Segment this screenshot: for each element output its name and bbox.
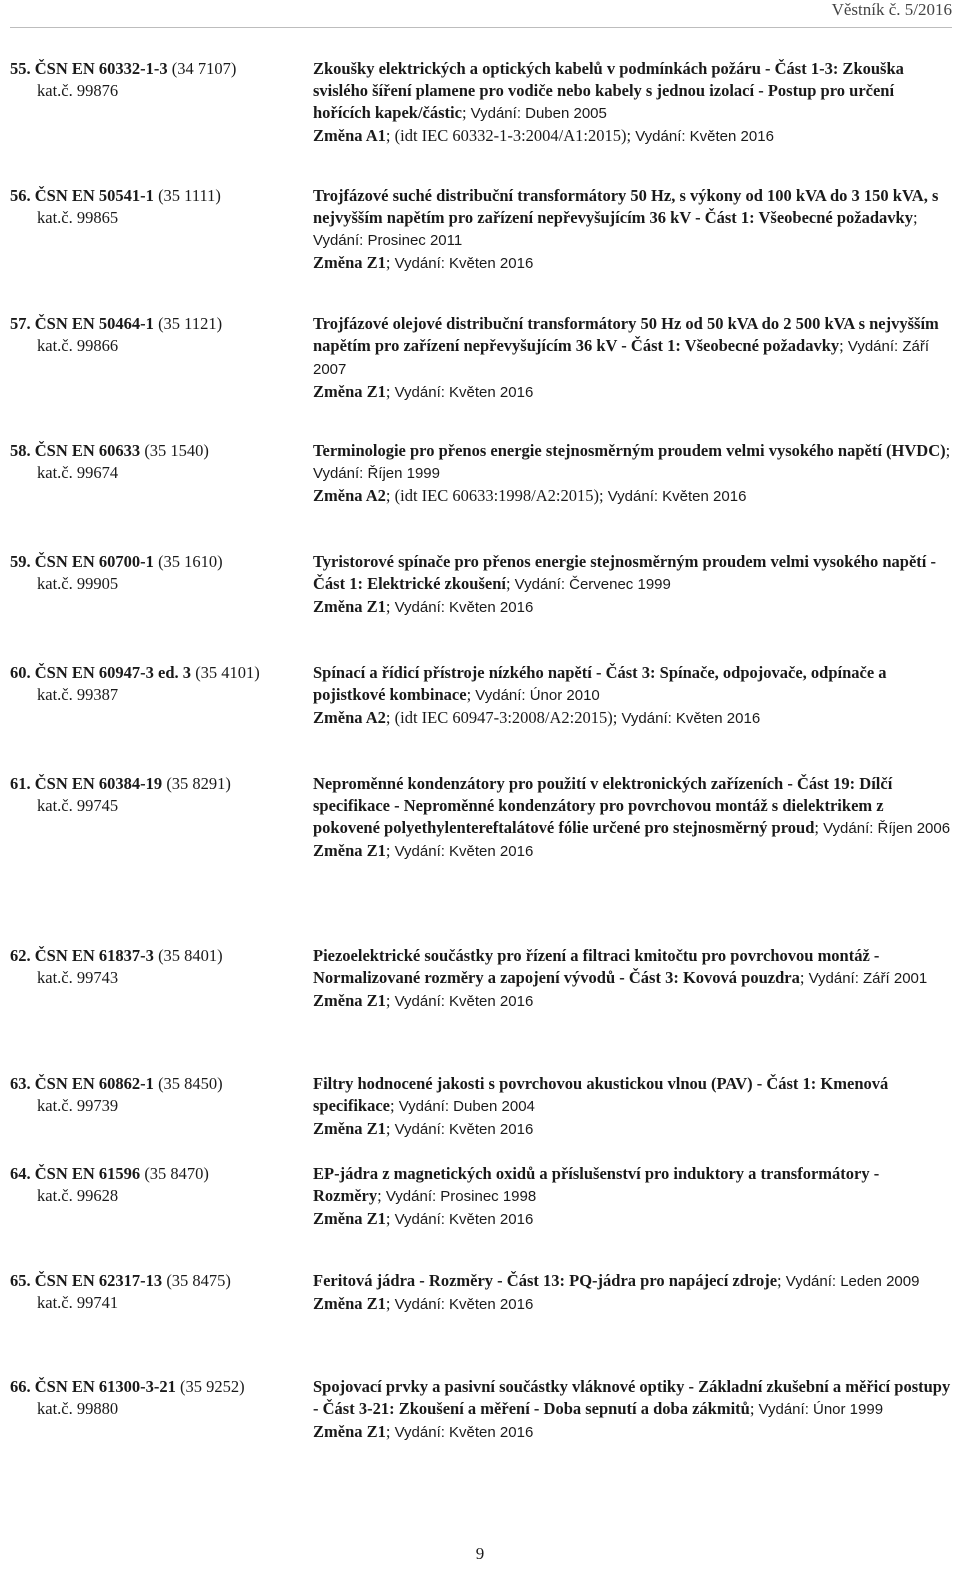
issue-label: Vydání: [313,232,364,249]
standard-entry [10,185,952,313]
standard-entry [10,1376,952,1486]
standard-code: ČSN EN 60700-1 [34,552,154,571]
change-line: Změna Z1; Vydání: Květen 2016 [313,382,534,401]
entry-meta [10,185,313,313]
entry-number: 62. [10,946,31,965]
catalog-number: kat.č. 99628 [37,1186,119,1205]
change-label: Změna A2 [313,486,386,505]
issue-date: Prosinec 1998 [440,1188,537,1205]
entry-meta [10,313,313,440]
entry-meta [10,551,313,662]
catalog-number: kat.č. 99905 [37,574,119,593]
entry-number: 58. [10,441,31,460]
entry-title-line: Piezoelektrické součástky pro řízení a filtraci kmitočtu pro povrchovou montáž - Normalizované rozměry a zapojení vývodů - Část 3: Kovová pouzdra; Vydání: Září 2001 [313,946,928,987]
entry-number: 63. [10,1074,31,1093]
change-line: Změna Z1; Vydání: Květen 2016 [313,991,534,1010]
change-line: Změna Z1; Vydání: Květen 2016 [313,841,534,860]
catalog-number: kat.č. 99866 [37,336,119,355]
issue-date: Duben 2004 [453,1098,535,1115]
standard-entry [10,1073,952,1163]
catalog-number: kat.č. 99743 [37,968,119,987]
entry-number: 60. [10,663,31,682]
classification-code: (34 7107) [171,59,237,78]
entry-body [313,185,952,313]
entry-id [10,551,313,573]
issue-label: Vydání: [758,1401,809,1418]
entry-id [10,945,313,967]
entry-body [313,1376,952,1486]
change-issue-label: Vydání: [394,993,445,1010]
entry-id [10,1073,313,1095]
standard-code: ČSN EN 50464-1 [34,314,154,333]
change-label: Změna Z1 [313,1209,386,1228]
standard-title: Zkoušky elektrických a optických kabelů v podmínkách požáru - Část 1-3: Zkouška svislého šíření plamene pro vodiče nebo kabely s jednou izolací - Postup pro určení hořících kapek/částic [313,59,904,122]
standard-title: Feritová jádra - Rozměry - Část 13: PQ-jádra pro napájecí zdroje [313,1271,778,1290]
change-line: Změna Z1; Vydání: Květen 2016 [313,253,534,272]
standards-list [10,58,952,1486]
classification-code: (35 9252) [180,1377,245,1396]
entry-meta [10,945,313,1073]
change-line: Změna A2; (idt IEC 60947-3:2008/A2:2015); Vydání: Květen 2016 [313,708,761,727]
standard-title: EP-jádra z magnetických oxidů a příslušenství pro induktory a transformátory - Rozměry [313,1164,880,1205]
change-issue-label: Vydání: [394,1211,445,1228]
issue-date: Říjen 2006 [877,820,951,837]
entry-number: 61. [10,774,31,793]
issue-label: Vydání: [847,338,899,355]
standard-title: Piezoelektrické součástky pro řízení a filtraci kmitočtu pro povrchovou montáž - Normalizované rozměry a zapojení vývodů - Část 3: Kovová pouzdra [313,946,880,987]
change-issue-label: Vydání: [394,384,445,401]
catalog-number: kat.č. 99880 [37,1399,119,1418]
classification-code: (35 4101) [195,663,260,682]
change-label: Změna A1 [313,126,386,145]
catalog-number: kat.č. 99865 [37,208,119,227]
standard-title: Neproměnné kondenzátory pro použití v elektronických zařízeních - Část 19: Dílčí specifikace - Neproměnné kondenzátory pro povrchovou montáž s dielektrikem z pokovené polyethylentereftalátové fólie určené pro stejnosměrný proud [313,774,893,837]
entry-number: 59. [10,552,31,571]
change-issue-date: Květen 2016 [449,993,534,1010]
change-issue-date: Květen 2016 [675,710,761,727]
classification-code: (35 8475) [166,1271,231,1290]
entry-number: 64. [10,1164,31,1183]
issue-label: Vydání: [785,1273,837,1290]
entry-title-line: EP-jádra z magnetických oxidů a příslušenství pro induktory a transformátory - Rozměry; Vydání: Prosinec 1998 [313,1164,880,1205]
change-issue-date: Květen 2016 [449,1211,534,1228]
standard-code: ČSN EN 60947-3 ed. 3 [34,663,192,682]
change-issue-date: Květen 2016 [449,1121,534,1138]
entry-id [10,662,313,684]
change-issue-label: Vydání: [635,128,686,145]
standard-title: Spínací a řídicí přístroje nízkého napětí - Část 3: Spínače, odpojovače, odpínače a pojistkové kombinace [313,663,887,704]
change-issue-label: Vydání: [394,255,445,272]
change-issue-date: Květen 2016 [449,1296,534,1313]
entry-body [313,551,952,662]
entry-number: 66. [10,1377,31,1396]
classification-code: (35 8291) [166,774,231,793]
entry-id [10,773,313,795]
change-label: Změna Z1 [313,253,386,272]
issue-date: Říjen 1999 [367,465,440,482]
issue-label: Vydání: [514,576,565,593]
classification-code: (35 8450) [158,1074,223,1093]
standard-code: ČSN EN 61300-3-21 [34,1377,176,1396]
change-line: Změna Z1; Vydání: Květen 2016 [313,1209,534,1228]
change-label: Změna Z1 [313,991,386,1010]
entry-title-line: Trojfázové suché distribuční transformátory 50 Hz, s výkony od 100 kVA do 3 150 kVA, s nejvyšším napětím pro zařízení nepřevyšujícím 36 kV - Část 1: Všeobecné požadavky; Vydání: Prosinec 2011 [313,186,939,249]
entry-body [313,945,952,1073]
standard-code: ČSN EN 60332-1-3 [34,59,168,78]
entry-body [313,1163,952,1270]
page-number: 9 [475,1544,485,1563]
change-label: Změna Z1 [313,597,386,616]
change-reference: (idt IEC 60947-3:2008/A2:2015) [394,708,613,727]
entry-id [10,313,313,335]
change-label: Změna A2 [313,708,386,727]
entry-number: 57. [10,314,31,333]
catalog-number: kat.č. 99745 [37,796,119,815]
standard-entry [10,773,952,945]
standard-title: Spojovací prvky a pasivní součástky vláknové optiky - Základní zkušební a měřicí postupy - Část 3-21: Zkoušení a měření - Doba sepnutí a doba zákmitů [313,1377,951,1418]
change-label: Změna Z1 [313,382,386,401]
entry-body [313,1270,952,1376]
classification-code: (35 8470) [144,1164,209,1183]
issue-label: Vydání: [313,465,364,482]
standard-title: Filtry hodnocené jakosti s povrchovou akustickou vlnou (PAV) - Část 1: Kmenová specifikace [313,1074,889,1115]
standard-title: Trojfázové suché distribuční transformátory 50 Hz, s výkony od 100 kVA do 3 150 kVA, s nejvyšším napětím pro zařízení nepřevyšujícím 36 kV - Část 1: Všeobecné požadavky [313,186,939,227]
change-issue-date: Květen 2016 [662,488,747,505]
issue-date: Duben 2005 [525,105,607,122]
entry-id [10,1270,313,1292]
page-header: Věstník č. 5/2016 [831,0,952,19]
entry-number: 56. [10,186,31,205]
entry-number: 55. [10,59,31,78]
standard-title: Tyristorové spínače pro přenos energie stejnosměrným proudem velmi vysokého napětí - Část 1: Elektrické zkoušení [313,552,936,593]
issue-label: Vydání: [398,1098,450,1115]
standard-code: ČSN EN 61596 [34,1164,141,1183]
standard-code: ČSN EN 61837-3 [34,946,154,965]
change-line: Změna Z1; Vydání: Květen 2016 [313,1294,534,1313]
change-label: Změna Z1 [313,841,386,860]
standard-entry [10,945,952,1073]
issue-date: Září 2001 [863,970,928,987]
standard-entry [10,58,952,185]
standard-code: ČSN EN 60633 [34,441,141,460]
catalog-number: kat.č. 99741 [37,1293,119,1312]
change-issue-label: Vydání: [394,1424,445,1441]
standard-entry [10,1270,952,1376]
standard-entry [10,551,952,662]
change-issue-date: Květen 2016 [449,1424,534,1441]
entry-title-line: Trojfázové olejové distribuční transformátory 50 Hz od 50 kVA do 2 500 kVA s nejvyšším napětím pro zařízení nepřevyšujícím 36 kV - Část 1: Všeobecné požadavky; Vydání: Září 2007 [313,314,939,378]
standard-code: ČSN EN 62317-13 [34,1271,163,1290]
change-line: Změna A1; (idt IEC 60332-1-3:2004/A1:2015); Vydání: Květen 2016 [313,126,774,145]
issue-label: Vydání: [475,687,526,704]
entry-id [10,1376,313,1398]
change-label: Změna Z1 [313,1422,386,1441]
standard-code: ČSN EN 60384-19 [34,774,163,793]
change-line: Změna Z1; Vydání: Květen 2016 [313,597,534,616]
issue-date: Únor 1999 [812,1401,884,1418]
entry-id [10,440,313,462]
entry-meta [10,440,313,551]
change-issue-date: Květen 2016 [449,384,534,401]
entry-title-line: Terminologie pro přenos energie stejnosměrným proudem velmi vysokého napětí (HVDC); Vydání: Říjen 1999 [313,441,951,482]
entry-meta [10,1163,313,1270]
issue-date: Červenec 1999 [569,576,671,593]
change-reference: (idt IEC 60332-1-3:2004/A1:2015) [394,126,627,145]
classification-code: (35 1121) [158,314,223,333]
catalog-number: kat.č. 99876 [37,81,119,100]
entry-meta [10,662,313,773]
standard-code: ČSN EN 60862-1 [34,1074,154,1093]
change-issue-label: Vydání: [394,1296,445,1313]
issue-label: Vydání: [470,105,521,122]
standard-title: Terminologie pro přenos energie stejnosměrným proudem velmi vysokého napětí (HVDC) [313,441,946,460]
standard-entry [10,440,952,551]
change-issue-date: Květen 2016 [449,843,534,860]
change-line: Změna A2; (idt IEC 60633:1998/A2:2015); Vydání: Květen 2016 [313,486,747,505]
entry-meta [10,1270,313,1376]
change-issue-date: Květen 2016 [449,255,534,272]
change-issue-label: Vydání: [394,599,445,616]
entry-meta [10,58,313,185]
entry-number: 65. [10,1271,31,1290]
entry-id [10,185,313,207]
header-rule [10,27,952,28]
entry-body [313,58,952,185]
classification-code: (35 1540) [144,441,209,460]
entry-title-line: Filtry hodnocené jakosti s povrchovou akustickou vlnou (PAV) - Část 1: Kmenová specifikace; Vydání: Duben 2004 [313,1074,889,1115]
entry-title-line: Feritová jádra - Rozměry - Část 13: PQ-jádra pro napájecí zdroje; Vydání: Leden 2009 [313,1271,920,1290]
entry-title-line: Spínací a řídicí přístroje nízkého napětí - Část 3: Spínače, odpojovače, odpínače a pojistkové kombinace; Vydání: Únor 2010 [313,663,887,704]
classification-code: (35 1111) [158,186,221,205]
entry-body [313,440,952,551]
entry-id [10,58,313,80]
entry-title-line: Neproměnné kondenzátory pro použití v elektronických zařízeních - Část 19: Dílčí specifikace - Neproměnné kondenzátory pro povrchovou montáž s dielektrikem z pokovené polyethylentereftalátové fólie určené pro stejnosměrný proud; Vydání: Říjen 2006 [313,774,951,837]
entry-body [313,313,952,440]
issue-date: Leden 2009 [840,1273,920,1290]
standard-entry [10,313,952,440]
standard-title: Trojfázové olejové distribuční transformátory 50 Hz od 50 kVA do 2 500 kVA s nejvyšším napětím pro zařízení nepřevyšujícím 36 kV - Část 1: Všeobecné požadavky [313,314,939,355]
standard-code: ČSN EN 50541-1 [34,186,154,205]
change-line: Změna Z1; Vydání: Květen 2016 [313,1422,534,1441]
change-issue-date: Květen 2016 [689,128,774,145]
issue-label: Vydání: [823,820,874,837]
issue-date: Únor 2010 [529,687,600,704]
issue-label: Vydání: [385,1188,437,1205]
entry-meta [10,773,313,945]
entry-title-line: Tyristorové spínače pro přenos energie stejnosměrným proudem velmi vysokého napětí - Část 1: Elektrické zkoušení; Vydání: Červenec 1999 [313,552,936,593]
entry-body [313,662,952,773]
entry-body [313,1073,952,1163]
standard-entry [10,662,952,773]
catalog-number: kat.č. 99387 [37,685,119,704]
entry-meta [10,1073,313,1163]
change-reference: (idt IEC 60633:1998/A2:2015) [394,486,600,505]
entry-title-line: Zkoušky elektrických a optických kabelů v podmínkách požáru - Část 1-3: Zkouška svislého šíření plamene pro vodiče nebo kabely s jednou izolací - Postup pro určení hořících kapek/částic; Vydání: Duben 2005 [313,59,904,122]
change-label: Změna Z1 [313,1119,386,1138]
standard-entry [10,1163,952,1270]
change-issue-label: Vydání: [607,488,659,505]
entry-title-line: Spojovací prvky a pasivní součástky vláknové optiky - Základní zkušební a měřicí postupy - Část 3-21: Zkoušení a měření - Doba sepnutí a doba zákmitů; Vydání: Únor 1999 [313,1377,951,1418]
catalog-number: kat.č. 99739 [37,1096,119,1115]
change-label: Změna Z1 [313,1294,386,1313]
classification-code: (35 8401) [158,946,223,965]
entry-meta [10,1376,313,1486]
catalog-number: kat.č. 99674 [37,463,119,482]
issue-date: Září 2007 [313,338,929,378]
entry-body [313,773,952,945]
change-issue-date: Květen 2016 [449,599,534,616]
classification-code: (35 1610) [158,552,223,571]
change-issue-label: Vydání: [394,843,445,860]
change-issue-label: Vydání: [621,710,672,727]
change-issue-label: Vydání: [394,1121,445,1138]
change-line: Změna Z1; Vydání: Květen 2016 [313,1119,534,1138]
issue-label: Vydání: [808,970,859,987]
entry-id [10,1163,313,1185]
issue-date: Prosinec 2011 [367,232,463,249]
